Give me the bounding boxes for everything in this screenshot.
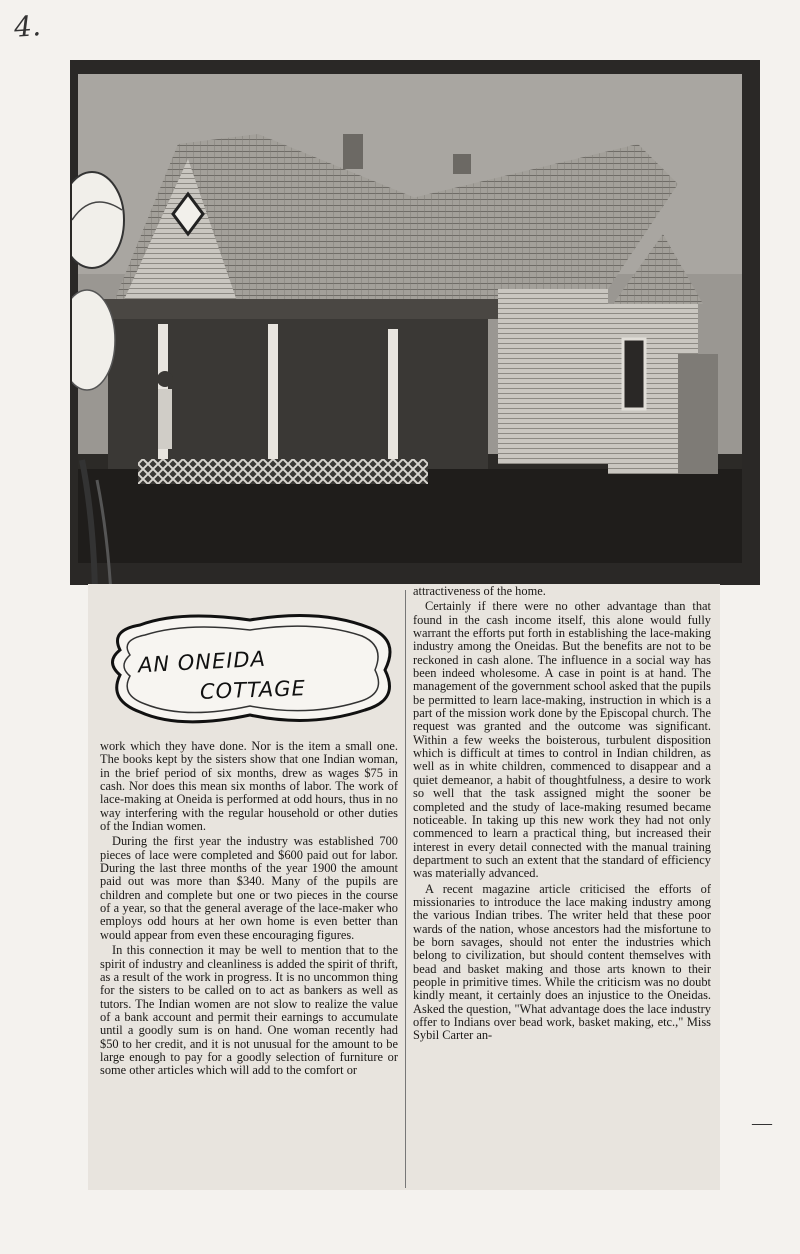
paragraph: In this connection it may be well to mention that to the spirit of industry and cleanliness is added the spirit of thrift, as a result of the work in progress. It is no uncommon thing for the sisters to be called on to act as bankers as well as tutors. The Indian women are not slow to realize the value of a bank account and permit their earnings to accumulate until a goodly sum is on hand. One woman recently had $50 to her credit, and it is not unusual for the amount to be large enough to pay for a goodly selection of furniture or some other articles which will add to the comfort or: [100, 943, 398, 1078]
headline-line-2: COTTAGE: [199, 676, 307, 704]
margin-mark: —: [752, 1112, 772, 1134]
page-number: 4.: [12, 9, 42, 44]
column-right: [413, 585, 711, 1045]
paragraph: A recent magazine article criticised the efforts of missionaries to introduce the lace making industry among the various Indian tribes. The writer held that these poor wards of the nation, whose ancestors had the misfortune to be born savages, should not enter the industries which belong to civilization, but should content themselves with bead and basket making and those arts known to their people in primitive times. While the criticism was no doubt kindly meant, it certainly does an injustice to the Oneidas. Asked the question, "What advantage does the lace industry offer to Indians over bead work, basket making, etc.," Miss Sybil Carter an-: [413, 881, 711, 1043]
paragraph: work which they have done. Nor is the item a small one. The books kept by the sisters show that one Indian woman, in the brief period of six months, drew as wages $75 in cash. Nor does this mean six months of labor. The work of lace-making at Oneida is performed at odd hours, thus in no way interfering with the regular household or other duties of the Indian women.: [100, 739, 398, 834]
photo-frame: [70, 60, 760, 585]
paragraph: attractiveness of the home.: [413, 584, 546, 598]
headline-line-1: AN ONEIDA: [137, 646, 267, 678]
column-divider: [405, 590, 406, 1188]
house-photo: [78, 74, 742, 563]
paragraph: During the first year the industry was established 700 pieces of lace were completed and $600 paid out for labor. During the last three months of the year 1900 the amount paid out was more than $340. Many of the pupils are children and complete but one or two pieces in the course of a year, so that the general average of the lace-maker who employs odd hours at her own home is even better than would appear from even these encouraging figures.: [100, 834, 398, 942]
column-left: [100, 740, 398, 1080]
paragraph: Certainly if there were no other advantage than that found in the cash income itself, this alone would fully warrant the efforts put forth in establishing the lace-making industry among the Oneidas. But the benefits are not to be reckoned in cash alone. The influence in a social way has been indeed wholesome. A case in point is at hand. The management of the government school asked that the pupils be permitted to learn lace-making, instruction in which is a part of the mission work done by the Episcopal church. The request was granted and the outcome was significant. Within a few weeks the boisterous, turbulent disposition which is difficult at times to control in Indian children, as well as in white children, commenced to disappear and a quiet demeanor, a habit of thoughtfulness, a desire to work so well that the task assigned might the sooner be completed and the study of lace-making resumed became noticeable. In taking up this new work they had not only commenced to learn a practical thing, but increased their interest in every detail connected with the manual training department to such an extent that the standard of efficiency was materially advanced.: [413, 599, 711, 881]
